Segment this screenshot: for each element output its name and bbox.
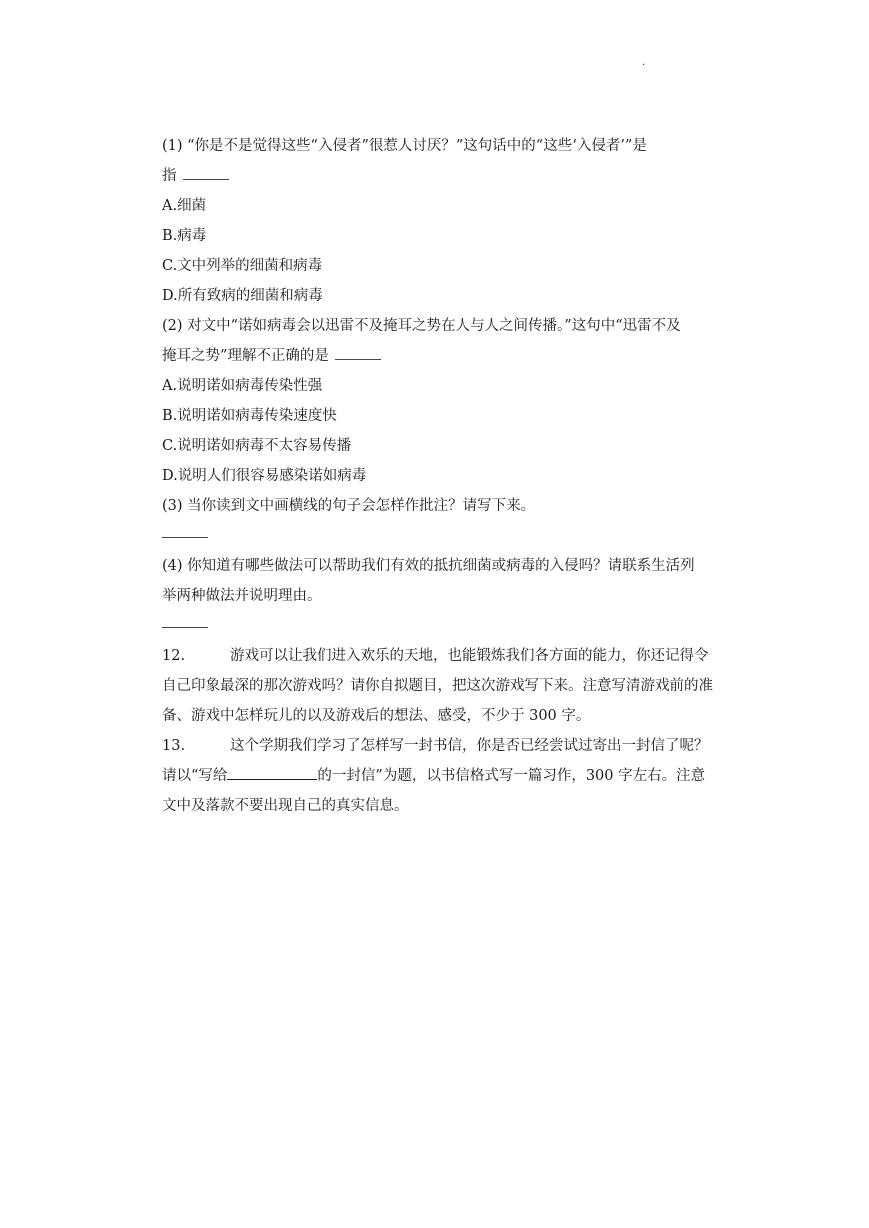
q2-option-b: B.说明诺如病毒传染速度快 (162, 408, 337, 424)
question-2 (162, 311, 742, 491)
q2-stem-line-2: 掩耳之势”理解不正确的是 (162, 341, 742, 371)
q1-option-d: D.所有致病的细菌和病毒 (162, 288, 323, 304)
question-content (162, 131, 742, 821)
q13-title-blank[interactable] (227, 765, 317, 780)
q3-answer-line[interactable] (162, 525, 742, 551)
q12-line-1: 12. 游戏可以让我们进入欢乐的天地，也能锻炼我们各方面的能力，你还记得令 (162, 641, 742, 671)
q13-line-2: 请以“写给 的一封信”为题，以书信格式写一篇习作，300 字左右。注意 (162, 761, 742, 791)
q13-line-3: 文中及落款不要出现自己的真实信息。 (162, 798, 409, 814)
q2-option-c: C.说明诺如病毒不太容易传播 (162, 438, 352, 454)
q12-number: 12. (162, 648, 186, 664)
q2-stem-line-1: (2) 对文中“诺如病毒会以迅雷不及掩耳之势在人与人之间传播。”这句中“迅雷不及 (162, 318, 681, 334)
q1-option-a: A.细菌 (162, 198, 207, 214)
q12-line-2: 自己印象最深的那次游戏吗？请你自拟题目，把这次游戏写下来。注意写清游戏前的准 (162, 678, 713, 694)
q3-stem-line-1: (3) 当你读到文中画横线的句子会怎样作批注？请写下来。 (162, 498, 536, 514)
question-12 (162, 641, 742, 731)
q1-option-c: C.文中列举的细菌和病毒 (162, 258, 323, 274)
q4-answer-line[interactable] (162, 615, 742, 641)
q2-option-d: D.说明人们很容易感染诺如病毒 (162, 468, 367, 484)
question-1 (162, 131, 742, 311)
q1-answer-blank[interactable] (183, 165, 229, 180)
question-3 (162, 491, 742, 551)
q1-option-b: B.病毒 (162, 228, 207, 244)
q1-stem-line-1: (1) “你是不是觉得这些“入侵者”很惹人讨厌？”这句话中的“这些‘入侵者’”是 (162, 138, 647, 154)
q2-answer-blank[interactable] (335, 345, 381, 360)
q4-stem-line-2: 举两种做法并说明理由。 (162, 588, 322, 604)
q13-line-1: 13. 这个学期我们学习了怎样写一封书信，你是否已经尝试过寄出一封信了呢？ (162, 731, 742, 761)
q4-stem-line-1: (4) 你知道有哪些做法可以帮助我们有效的抵抗细菌或病毒的入侵吗？请联系生活列 (162, 558, 695, 574)
q13-number: 13. (162, 738, 186, 754)
header-dot: . (642, 57, 646, 68)
question-13 (162, 731, 742, 821)
question-4 (162, 551, 742, 641)
q12-line-3: 备、游戏中怎样玩儿的以及游戏后的想法、感受，不少于 300 字。 (162, 708, 591, 724)
q1-stem-line-2: 指 (162, 161, 742, 191)
q2-option-a: A.说明诺如病毒传染性强 (162, 378, 323, 394)
